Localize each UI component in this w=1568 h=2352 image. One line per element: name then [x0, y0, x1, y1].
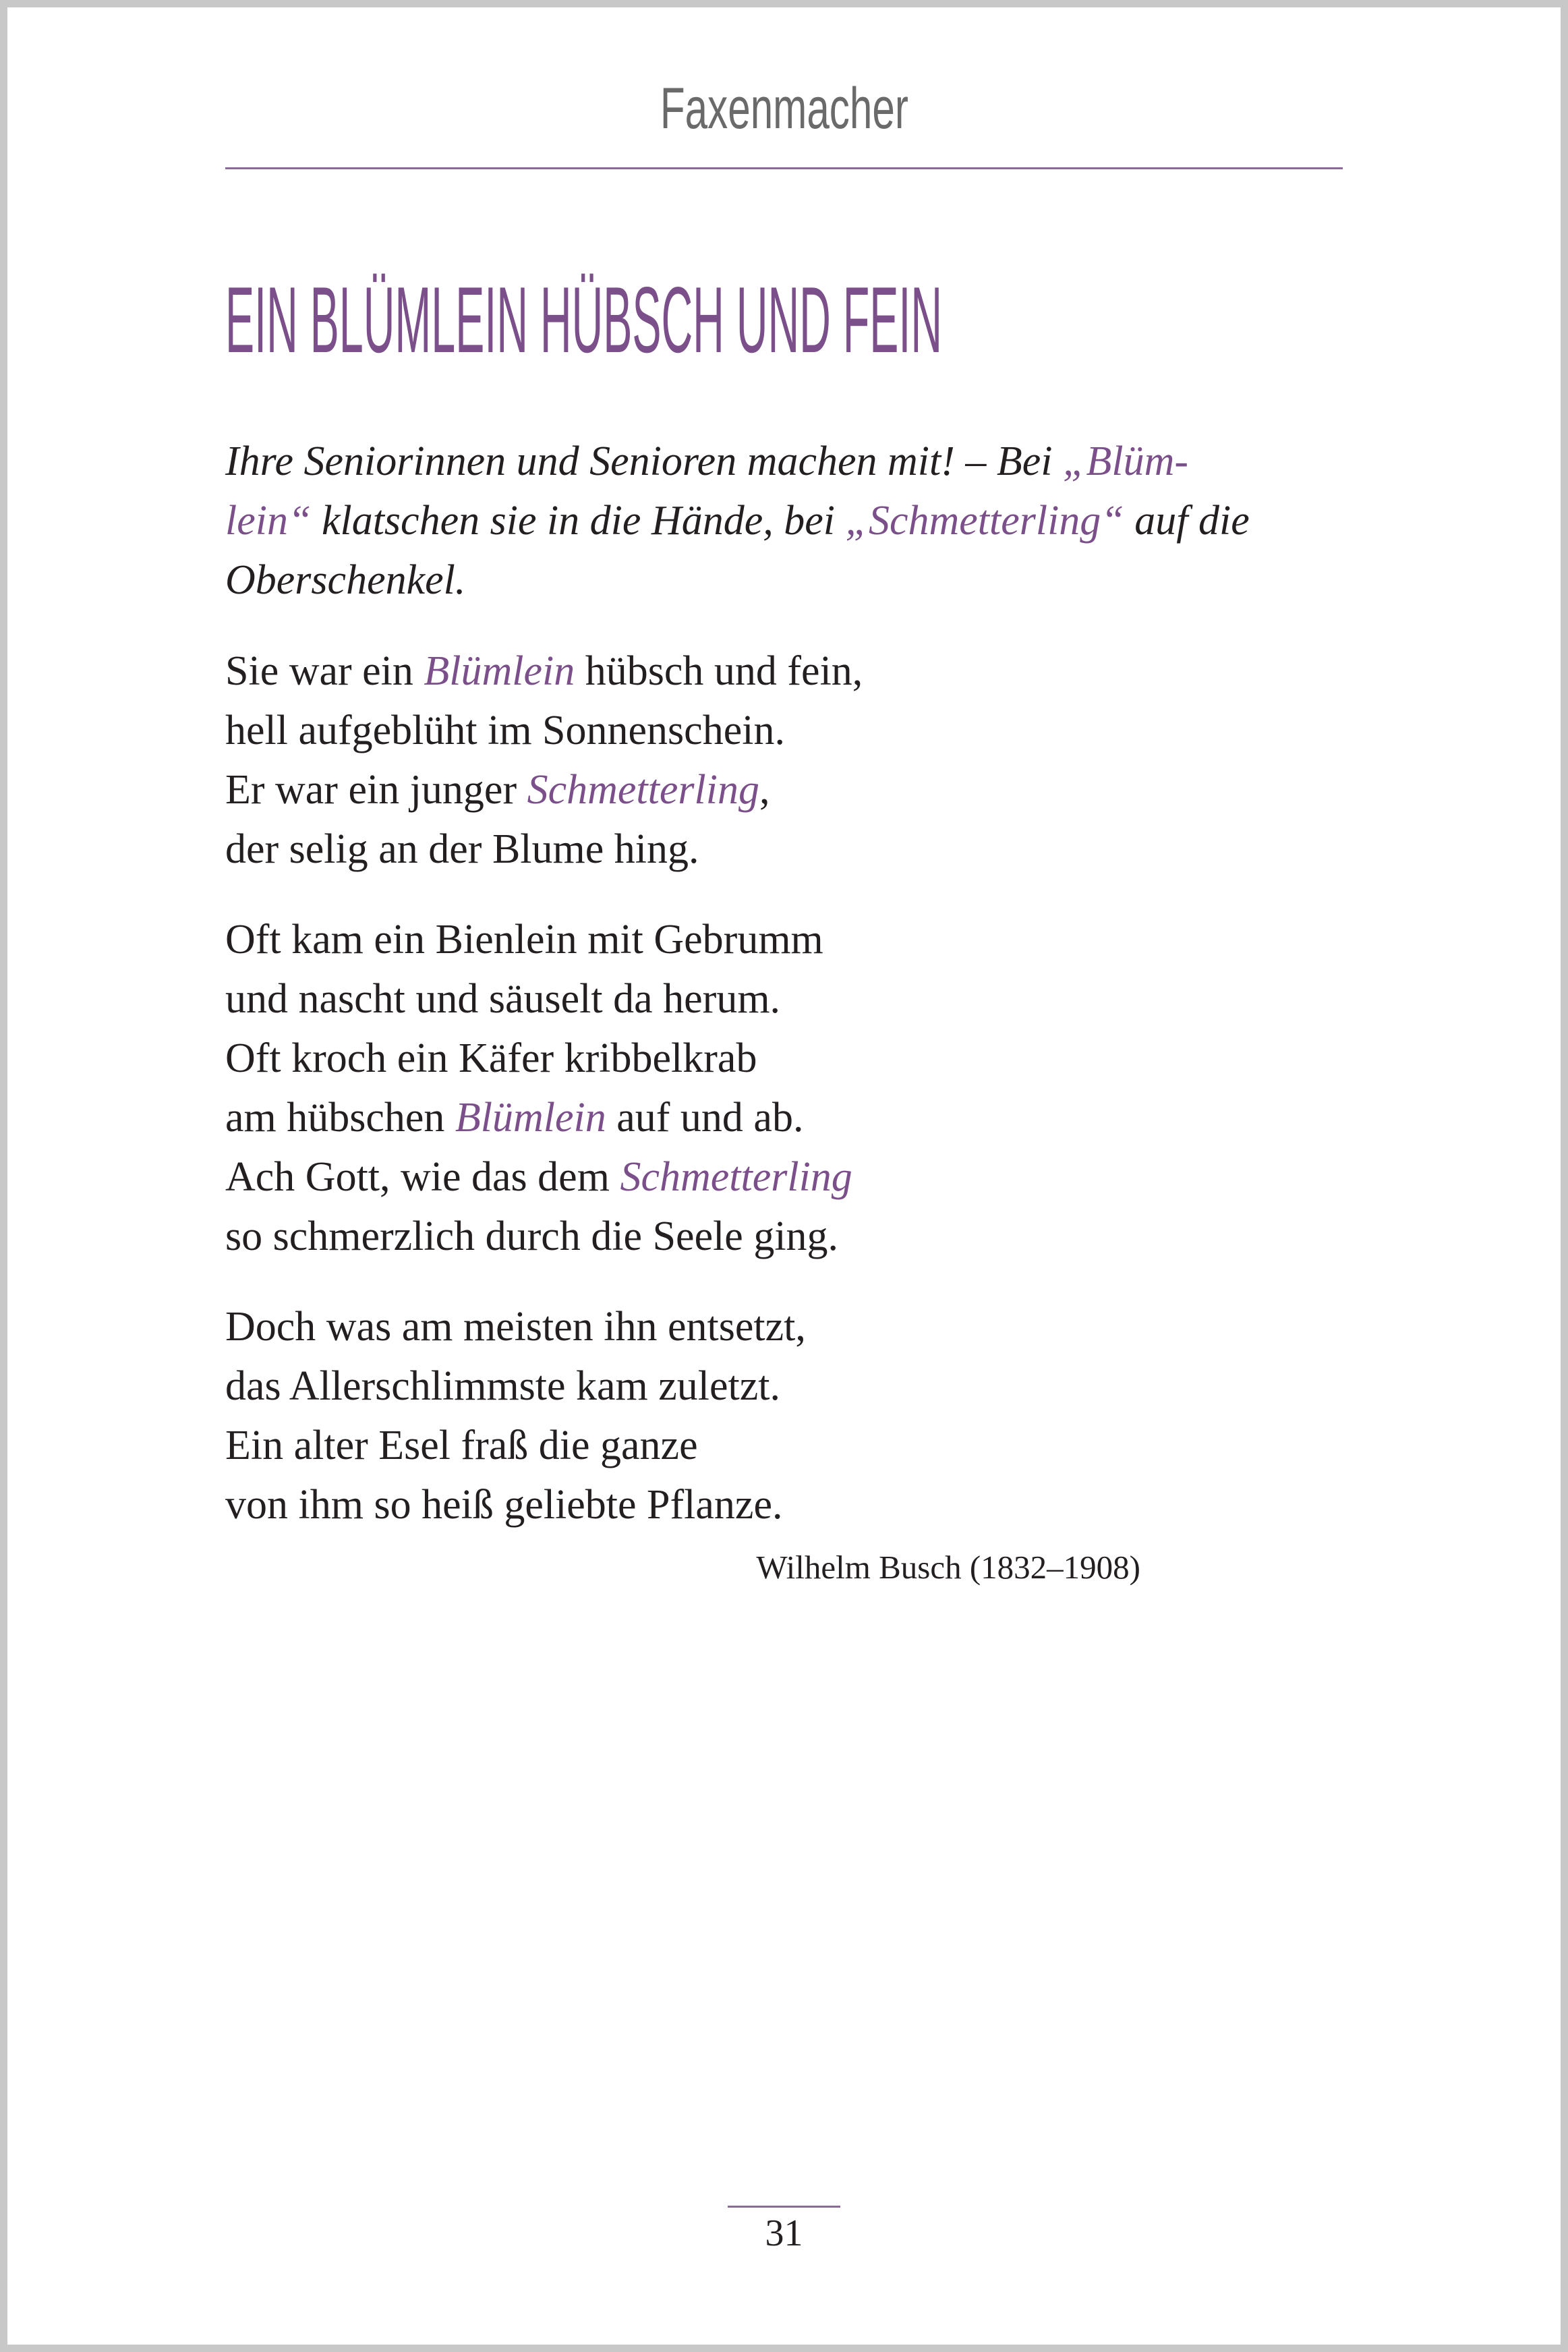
text-line	[225, 1147, 852, 1207]
text-segment: Ein alter Esel fraß die ganze	[225, 1423, 698, 1468]
footer-rule	[728, 2206, 840, 2208]
text-line	[225, 1475, 806, 1534]
text-segment: Oft kam ein Bienlein mit Gebrumm	[225, 917, 823, 963]
text-line	[225, 641, 863, 701]
text-segment: auf und ab.	[606, 1095, 804, 1141]
page-title: EIN BLÜMLEIN HÜBSCH UND FEIN	[225, 268, 943, 372]
text-line	[225, 910, 852, 969]
text-line	[225, 1088, 852, 1147]
text-line	[225, 760, 863, 820]
text-line	[225, 1029, 852, 1088]
text-segment: auf die	[1124, 498, 1250, 544]
stanza-1	[225, 641, 863, 879]
highlighted-keyword: lein“	[225, 498, 312, 544]
header-rule	[225, 167, 1343, 169]
text-line	[225, 1207, 852, 1266]
text-line	[225, 1297, 806, 1356]
stanza-3	[225, 1297, 806, 1534]
text-segment: das Allerschlimmste kam zuletzt.	[225, 1363, 781, 1409]
text-line	[225, 1356, 806, 1416]
text-line	[225, 701, 863, 760]
highlighted-keyword: Blümlein	[455, 1095, 606, 1141]
text-segment: Doch was am meisten ihn entsetzt,	[225, 1304, 806, 1350]
highlighted-keyword: Schmetterling	[527, 767, 759, 813]
text-segment: Er war ein junger	[225, 767, 527, 813]
intro-paragraph	[225, 432, 1250, 610]
text-line	[225, 1416, 806, 1475]
text-segment: ,	[759, 767, 770, 813]
highlighted-keyword: Blümlein	[424, 648, 575, 694]
page-number: 31	[765, 2212, 803, 2254]
highlighted-keyword: Schmetterling	[620, 1154, 852, 1200]
text-segment: der selig an der Blume hing.	[225, 826, 699, 872]
text-segment: klatschen sie in die Hände, bei	[311, 498, 846, 544]
text-segment: Ihre Seniorinnen und Senioren machen mit! – Bei	[225, 438, 1063, 484]
highlighted-keyword: „Schmetterling“	[845, 498, 1124, 544]
text-segment: Sie war ein	[225, 648, 424, 694]
text-segment: so schmerzlich durch die Seele ging.	[225, 1213, 839, 1259]
text-segment: und nascht und säuselt da herum.	[225, 976, 781, 1022]
text-segment: hell aufgeblüht im Sonnenschein.	[225, 708, 785, 753]
text-segment: Ach Gott, wie das dem	[225, 1154, 620, 1200]
text-segment: Oft kroch ein Käfer kribbelkrab	[225, 1035, 757, 1081]
text-segment: von ihm so heiß geliebte Pflanze.	[225, 1482, 783, 1528]
text-segment: Oberschenkel.	[225, 557, 466, 603]
text-segment: am hübschen	[225, 1095, 455, 1141]
text-line	[225, 820, 863, 879]
text-line	[225, 491, 1250, 550]
poem-author: Wilhelm Busch (1832–1908)	[756, 1549, 1140, 1586]
text-segment: hübsch und fein,	[575, 648, 863, 694]
stanza-2	[225, 910, 852, 1266]
running-head	[0, 76, 1568, 141]
text-line	[225, 969, 852, 1029]
text-line	[225, 432, 1250, 491]
running-head-text: Faxenmacher	[660, 76, 908, 141]
text-line	[225, 550, 1250, 610]
highlighted-keyword: „Blüm-	[1063, 438, 1188, 484]
